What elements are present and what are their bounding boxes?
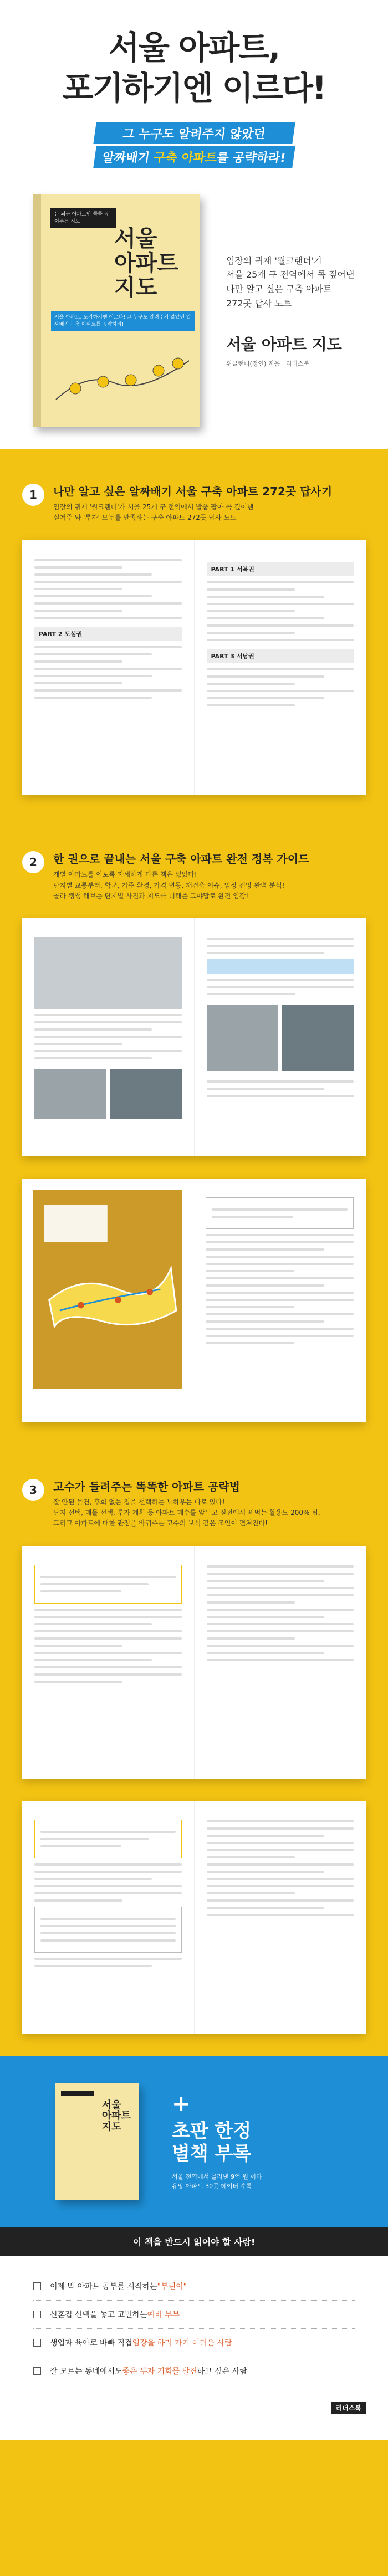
- apartment-photo: [207, 1005, 278, 1071]
- hero-title-line1: 서울 아파트,: [108, 29, 280, 66]
- plus-icon: +: [172, 2091, 191, 2117]
- info-bar: [207, 959, 354, 974]
- reader-highlight: 좋은 투자 기회를 발견: [122, 2367, 197, 2376]
- desc-line: 단지별 교통부터, 학군, 가주 환경, 가격 변동, 재건축 이슈, 임장 전망 완벽 분석!: [53, 881, 285, 889]
- section-desc: [53, 1497, 320, 1529]
- reader-item: [33, 2357, 355, 2385]
- toc-part-label: PART 3 서남권: [207, 649, 354, 663]
- bonus-book-badge: [61, 2091, 94, 2096]
- district-map-illustration: [33, 1190, 182, 1389]
- section-text: [53, 850, 309, 902]
- bonus-book-title: 서울 아파트 지도: [101, 2099, 131, 2133]
- section-number: 1: [22, 484, 44, 506]
- hero-title-line2: 포기하기엔 이르다!: [62, 69, 326, 107]
- reader-text: 잘 모르는 동네에서도: [50, 2367, 122, 2376]
- reader-text: 하고 싶은 사람: [197, 2367, 247, 2376]
- apartment-photo: [282, 1005, 354, 1071]
- tagline: [95, 120, 294, 170]
- desc-line: 실거주 와 '투자' 모두를 만족하는 구축 아파트 272곳 답사 노트: [53, 514, 237, 522]
- spread-page-right: [195, 918, 366, 1156]
- hero-title: [22, 28, 366, 108]
- callout-box: [206, 1197, 354, 1229]
- toc-part-label: PART 2 도심권: [34, 627, 182, 641]
- reader-text: 이제 막 아파트 공부를 시작하는: [50, 2282, 157, 2291]
- tips-page: [22, 1546, 195, 1779]
- tagline-part-a: 알짜배기: [101, 151, 155, 165]
- section-number: 2: [22, 851, 44, 873]
- book-cover: [33, 194, 200, 427]
- bonus-section: [0, 2056, 388, 2227]
- section-header: [22, 483, 366, 523]
- tips-spread-1: [22, 1546, 366, 1779]
- bonus-heading: [172, 2120, 262, 2165]
- readers-banner: 이 책을 반드시 읽어야 할 사람!: [0, 2227, 388, 2256]
- section-header: [22, 850, 366, 902]
- cover-map-illustration: [53, 350, 192, 411]
- bonus-book-cover: [55, 2083, 139, 2200]
- section-heading: 고수가 들려주는 똑똑한 아파트 공략법: [53, 1479, 240, 1493]
- apartment-photo: [34, 1069, 106, 1119]
- section-2: [0, 817, 388, 1445]
- subtitle-line: 서울 25개 구 전역에서 콕 짚어낸: [226, 269, 355, 280]
- section-heading: 한 권으로 끝내는 서울 구축 아파트 완전 정복 가이드: [53, 852, 309, 866]
- tip-callout: [34, 1820, 182, 1858]
- subtitle-line: 272곳 답사 노트: [226, 298, 292, 309]
- tip-callout: [34, 1565, 182, 1604]
- section-text: [53, 1478, 320, 1529]
- toc-spread: [22, 540, 366, 795]
- text-page: [193, 1179, 366, 1422]
- desc-line: 단지 선택, 매물 선택, 투자 계획 등 아파트 매수를 앞두고 실전에서 써먹는 활용도 200% 팁,: [53, 1509, 320, 1517]
- reader-highlight: 예비 부부: [147, 2310, 180, 2319]
- subtitle-line: 임장의 귀재 '월크랜더'가: [226, 255, 323, 266]
- tips-page: [195, 1801, 366, 2034]
- section-text: [53, 483, 332, 523]
- cover-title: 서울 아파트 지도: [114, 226, 178, 300]
- reader-highlight: "부린이": [157, 2282, 187, 2291]
- book-info: [226, 254, 354, 368]
- desc-line: 개별 아파트를 이토록 자세하게 다룬 책은 없었다!: [53, 870, 197, 879]
- publisher-logo: [0, 2385, 388, 2413]
- aerial-map-image: [34, 937, 182, 1009]
- section-3: [0, 1445, 388, 2056]
- bonus-line: 초판 한정: [172, 2120, 252, 2143]
- subtitle-line: 나만 알고 싶은 구축 아파트: [226, 284, 332, 294]
- toc-page-left: [22, 540, 195, 795]
- reader-highlight: 임장을 하러 가기 어려운 사람: [132, 2338, 232, 2348]
- reader-item: [33, 2301, 355, 2329]
- section-number: 3: [22, 1479, 44, 1501]
- reader-item: [33, 2329, 355, 2357]
- book-row: [22, 194, 366, 427]
- section-header: [22, 1478, 366, 1529]
- readers-list: [0, 2256, 388, 2385]
- target-readers: [0, 2227, 388, 2440]
- book-author: 위클랜더(정연) 지음 | 리더스북: [226, 360, 310, 368]
- section-desc: [53, 869, 309, 902]
- area-map: [33, 1190, 182, 1389]
- checkbox-icon: [33, 2339, 41, 2347]
- tagline-part-c: 를 공략하라!: [216, 151, 287, 165]
- toc-page-right: [195, 540, 366, 795]
- desc-line: 골라 쌩쌩 해보는 단지별 사진과 지도를 더해준 그야말로 완전 임장!: [53, 892, 249, 900]
- map-page: [22, 1179, 193, 1422]
- checkbox-icon: [33, 2311, 41, 2318]
- table-box: [34, 1907, 182, 1953]
- bonus-desc-line: 유망 아파트 30곳 데이터 수록: [172, 2183, 252, 2190]
- checkbox-icon: [33, 2367, 41, 2375]
- reader-text: 신혼집 선택을 놓고 고민하는: [50, 2310, 147, 2319]
- desc-line: 그리고 아파트에 대한 관점을 바꿔주는 고수의 보석 같은 조언이 펼쳐진다!: [53, 1519, 268, 1528]
- section-heading: 나만 알고 싶은 알짜배기 서울 구축 아파트 272곳 답사기: [53, 485, 333, 498]
- tagline-line1: 그 누구도 알려주지 않았던: [93, 122, 295, 144]
- cover-badge: 돈 되는 아파트만 콕콕 짚어주는 지도: [50, 208, 116, 228]
- book-title: 서울 아파트 지도: [226, 335, 342, 354]
- toc-part-label: PART 1 서북권: [207, 562, 354, 576]
- hero: [0, 0, 388, 449]
- spread-map: [22, 1179, 366, 1422]
- reader-text: 생업과 육아로 바빠 직접: [50, 2338, 132, 2348]
- reader-item: [33, 2272, 355, 2301]
- tips-page: [195, 1546, 366, 1779]
- tagline-line2: [93, 146, 295, 168]
- tagline-highlight: 구축 아파트: [152, 151, 218, 165]
- bonus-line: 별책 부록: [172, 2142, 252, 2165]
- spread-page-left: [22, 918, 195, 1156]
- cover-blurb: 서울 아파트, 포기하기엔 이르다! 그 누구도 알려주지 않았던 알짜배기 구축 아파트를 공략하라!: [51, 311, 195, 331]
- apartment-photo: [110, 1069, 182, 1119]
- publisher-name: 리더스북: [331, 2402, 366, 2414]
- checkbox-icon: [33, 2282, 41, 2290]
- section-1: [0, 449, 388, 817]
- desc-line: 임장의 귀재 '월크랜더'가 서울 25개 구 전역에서 발품 팔아 콕 짚어낸: [53, 503, 254, 511]
- spread-photos: [22, 918, 366, 1156]
- tips-spread-2: [22, 1801, 366, 2034]
- bonus-info: [172, 2091, 262, 2191]
- bonus-desc: [172, 2172, 262, 2191]
- tips-page: [22, 1801, 195, 2034]
- section-desc: [53, 502, 332, 523]
- bonus-desc-line: 서울 전역에서 골라낸 9억 원 이하: [172, 2173, 262, 2180]
- desc-line: 잘 안된 물건, 후회 없는 집을 선택하는 노하우는 따로 있다!: [53, 1498, 225, 1506]
- book-subtitle: [226, 254, 354, 310]
